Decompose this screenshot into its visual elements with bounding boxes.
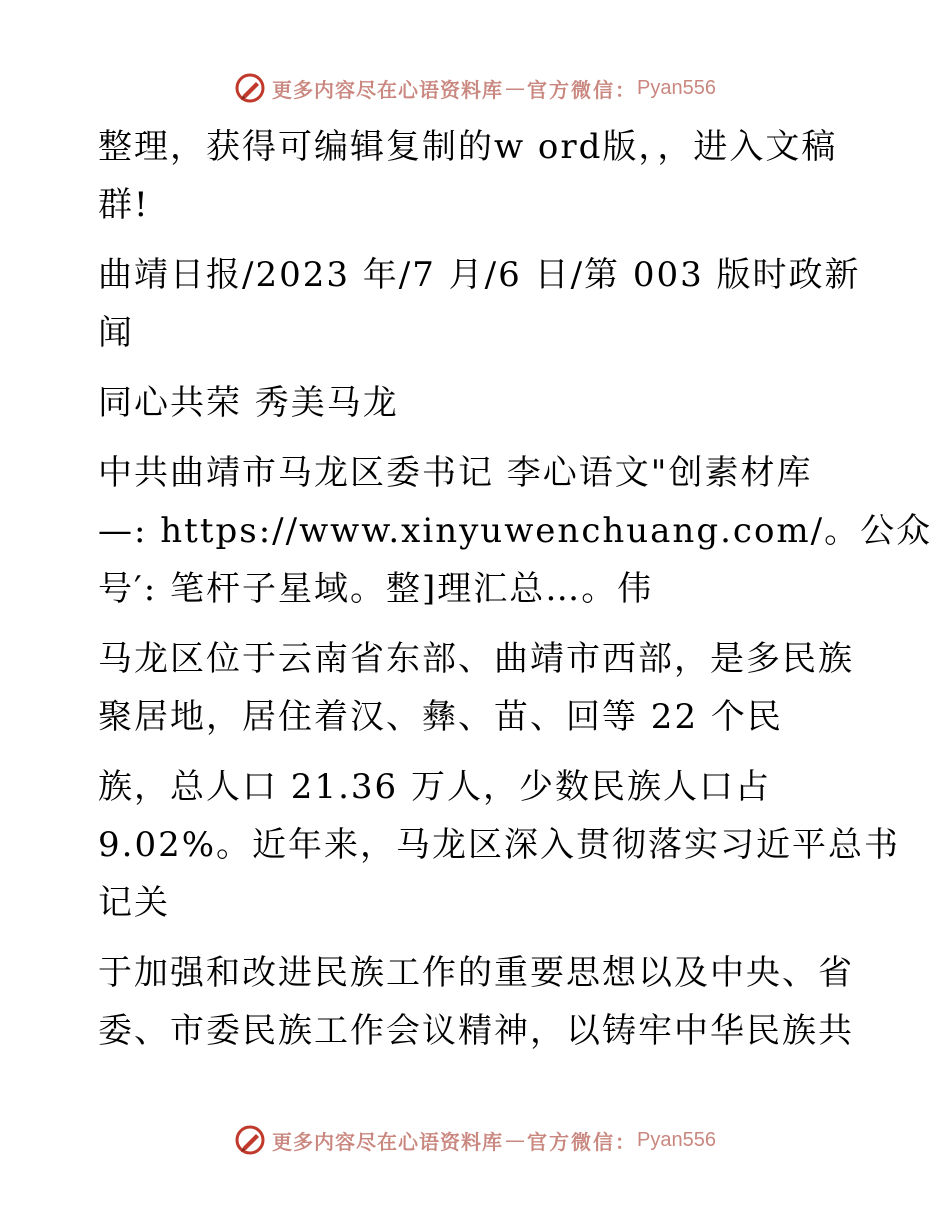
text-line: —: https://www.xinyuwenchuang.com/。公众	[98, 511, 933, 551]
text-line: 号′: 笔杆子星域。整]理汇总…。伟	[98, 569, 654, 609]
watermark-official-label: 官方微信：	[527, 77, 638, 102]
pen-logo-icon	[234, 72, 266, 104]
watermark-official-label: 官方微信：	[527, 1129, 638, 1154]
watermark-separator: —	[505, 76, 526, 100]
text-line: 记关	[98, 883, 170, 923]
watermark-brand: 更多内容尽在心语资料库	[272, 77, 504, 102]
text-line: 族，总人口 21.36 万人，少数民族人口占	[98, 767, 771, 807]
text-line: 闻	[98, 313, 134, 353]
header-watermark	[0, 68, 950, 108]
paragraph-gap	[98, 618, 838, 630]
paragraph-gap	[98, 746, 838, 758]
text-line: 9.02%。近年来，马龙区深入贯彻落实习近平总书	[98, 825, 901, 865]
text-line: 于加强和改进民族工作的重要思想以及中央、省	[98, 953, 854, 993]
watermark-separator: —	[505, 1128, 526, 1152]
paragraph-gap	[98, 432, 838, 444]
article-title: 同心共荣 秀美马龙	[98, 383, 399, 423]
text-line: 群!	[98, 185, 150, 225]
text-line: 中共曲靖市马龙区委书记 李心语文"创素材库	[98, 453, 813, 493]
text-line: 马龙区位于云南省东部、曲靖市西部，是多民族	[98, 639, 854, 679]
footer-watermark	[0, 1120, 950, 1160]
watermark-wechat-id: Pyan556	[637, 76, 716, 99]
watermark-wechat-id: Pyan556	[637, 1128, 716, 1151]
paragraph-gap	[98, 932, 838, 944]
document-body	[98, 118, 933, 1060]
watermark-brand: 更多内容尽在心语资料库	[272, 1129, 504, 1154]
text-line: 曲靖日报/2023 年/7 月/6 日/第 003 版时政新	[98, 255, 861, 295]
paragraph-gap	[98, 362, 838, 374]
text-line: 聚居地，居住着汉、彝、苗、回等 22 个民	[98, 697, 783, 737]
text-line: 整理，获得可编辑复制的w ord版，，进入文稿	[98, 127, 838, 167]
paragraph-gap	[98, 234, 838, 246]
text-line: 委、市委民族工作会议精神，以铸牢中华民族共	[98, 1011, 854, 1051]
pen-logo-icon	[234, 1124, 266, 1156]
